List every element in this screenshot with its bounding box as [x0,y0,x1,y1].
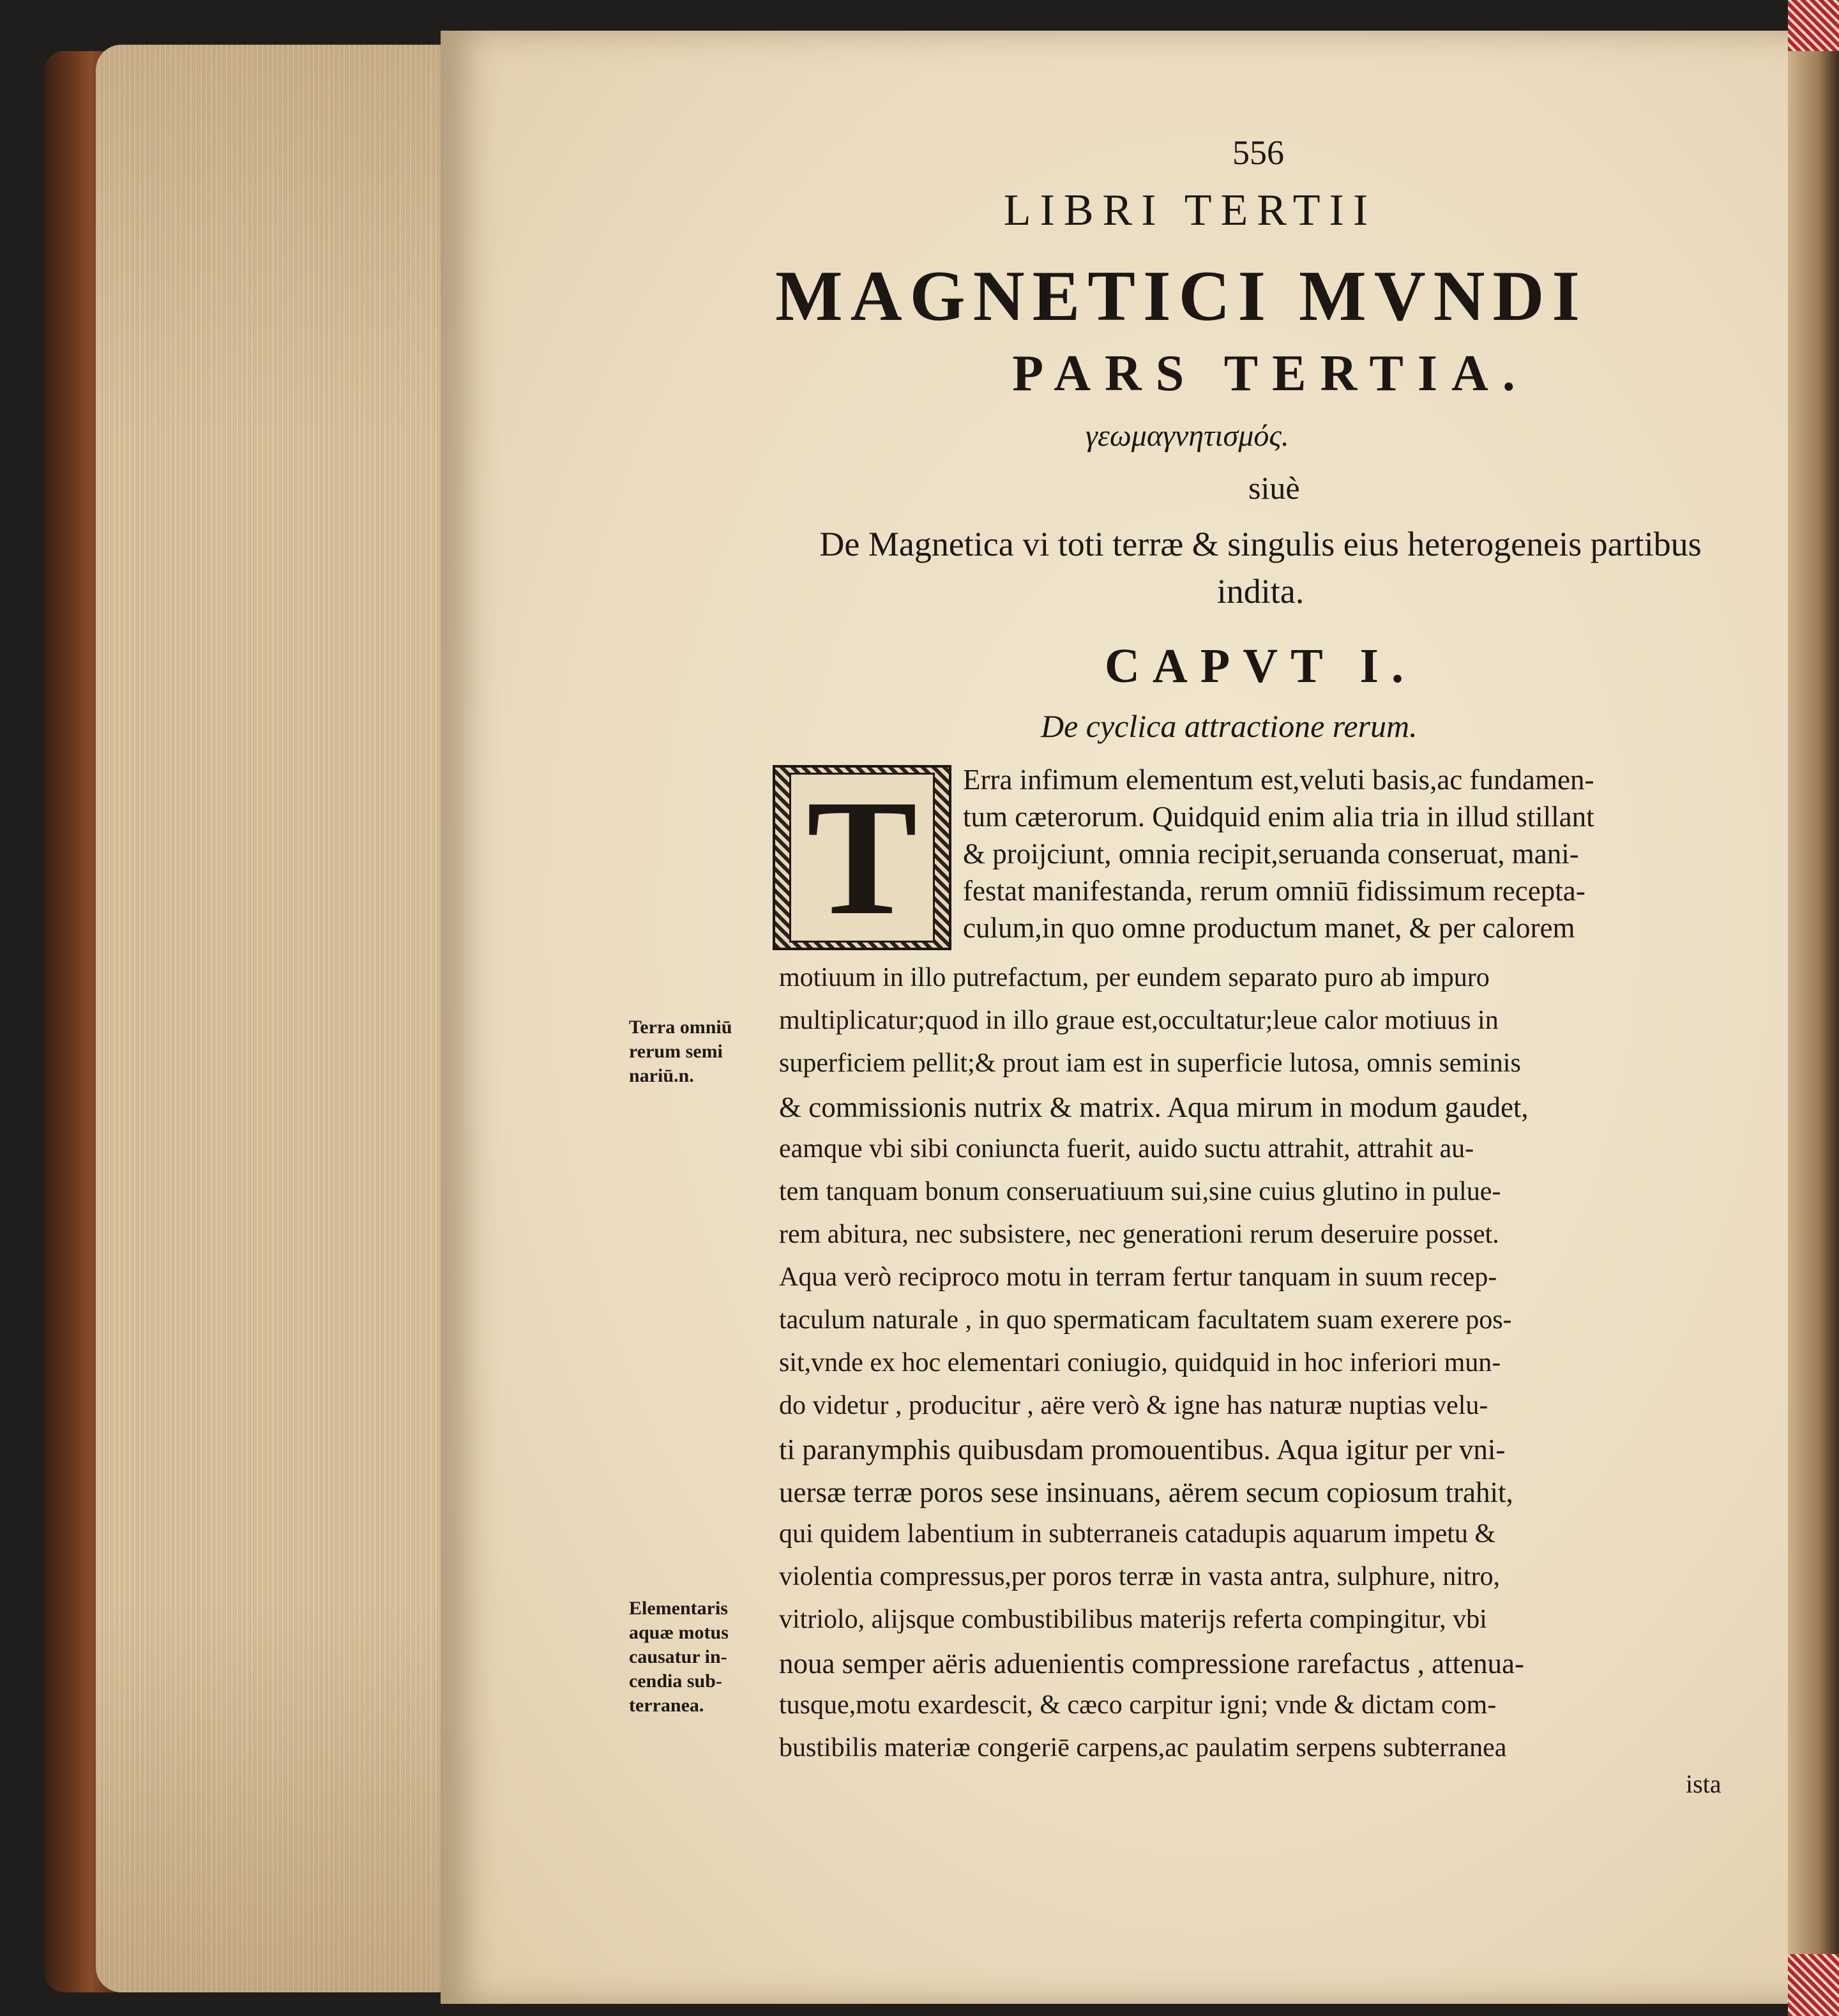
body-line: rem abitura, nec subsistere, nec generationi rerum deseruire posset. [779,1220,1499,1249]
margin-note-line: cendia sub- [629,1671,722,1692]
sub-title: PARS TERTIA. [1012,345,1529,402]
treatise-title: De Magnetica vi toti terræ & singulis eius heterogeneis partibus indita. [819,525,1702,610]
margin-note-line: rerum semi [629,1041,723,1062]
body-line: tem tanquam bonum conseruatiuum sui,sine cuius glutino in pulue- [779,1177,1501,1206]
body-line: & commissionis nutrix & matrix. Aqua mirum in modum gaudet, [779,1091,1529,1123]
body-line: Aqua verò reciproco motu in terram fertur tanquam in suum recep- [779,1262,1497,1292]
body-line: tum cæterorum. Quidquid enim alia tria in illud stillant [963,801,1594,833]
body-line: bustibilis materiæ congeriē carpens,ac paulatim serpens subterranea [779,1733,1507,1762]
body-line: & proijciunt, omnia recipit,seruanda conseruat, mani- [963,838,1579,870]
body-line: tusque,motu exardescit, & cæco carpitur igni; vnde & dictam com- [779,1690,1497,1720]
body-line: noua semper aëris aduenientis compressione rarefactus , attenua- [779,1648,1525,1679]
body-line: violentia compressus,per poros terræ in vasta antra, sulphure, nitro, [779,1562,1501,1591]
margin-note-line: Elementaris [629,1598,728,1619]
body-line: vitriolo, alijsque combustibilibus materijs referta compingitur, vbi [779,1605,1487,1634]
body-line: qui quidem labentium in subterraneis catadupis aquarum impetu & [779,1519,1496,1549]
margin-note-line: terranea. [629,1695,704,1716]
catchword: ista [1686,1770,1722,1798]
body-line: ti paranymphis quibusdam promouentibus. Aqua igitur per vni- [779,1434,1506,1466]
connector-word: siuè [1248,470,1300,506]
chapter-subtitle: De cyclica attractione rerum. [1041,708,1418,744]
body-line: sit,vnde ex hoc elementari coniugio, quidquid in hoc inferiori mun- [779,1348,1501,1377]
body-line: do videtur , producitur , aëre verò & igne has naturæ nuptias velu- [779,1391,1488,1420]
body-line: superficiem pellit;& prout iam est in superficie lutosa, omnis seminis [779,1049,1521,1078]
margin-note-line: causatur in- [629,1646,727,1667]
ornamental-initial [773,765,951,950]
page-edges [96,45,453,1992]
margin-note-line: Terra omniū [629,1017,732,1038]
drop-cap-letter: T [789,773,934,943]
body-line: festat manifestanda, rerum omniū fidissimum recepta- [963,875,1585,907]
body-line: motiuum in illo putrefactum, per eundem separato puro ab impuro [779,963,1490,992]
main-title: MAGNETICI MVNDI [775,257,1587,336]
bookmark-ribbon-bottom [1788,1954,1839,2016]
body-line: multiplicatur;quod in illo graue est,occultatur;leue calor motiuus in [779,1006,1499,1035]
body-line: taculum naturale , in quo spermaticam facultatem suam exerere pos- [779,1305,1512,1335]
body-line: Erra infimum elementum est,veluti basis,ac fundamen- [963,764,1594,796]
margin-note [629,1596,729,1718]
chapter-heading: CAPVT I. [1105,639,1416,693]
margin-note-line: nariū.n. [629,1065,694,1086]
bookmark-ribbon-top [1788,0,1839,51]
body-line: culum,in quo omne productum manet, & per calorem [963,912,1575,944]
greek-word: γεωμαγνητισμός. [1086,419,1289,453]
page-number: 556 [1232,133,1284,172]
body-line: eamque vbi sibi coniuncta fuerit, auido suctu attrahit, attrahit au- [779,1134,1474,1163]
running-title: LIBRI TERTII [1003,186,1377,235]
margin-note [629,1015,732,1088]
body-line: uersæ terræ poros sese insinuans, aërem secum copiosum trahit, [779,1476,1513,1508]
margin-note-line: aquæ motus [629,1622,729,1643]
facing-page-edge [1788,31,1839,2004]
